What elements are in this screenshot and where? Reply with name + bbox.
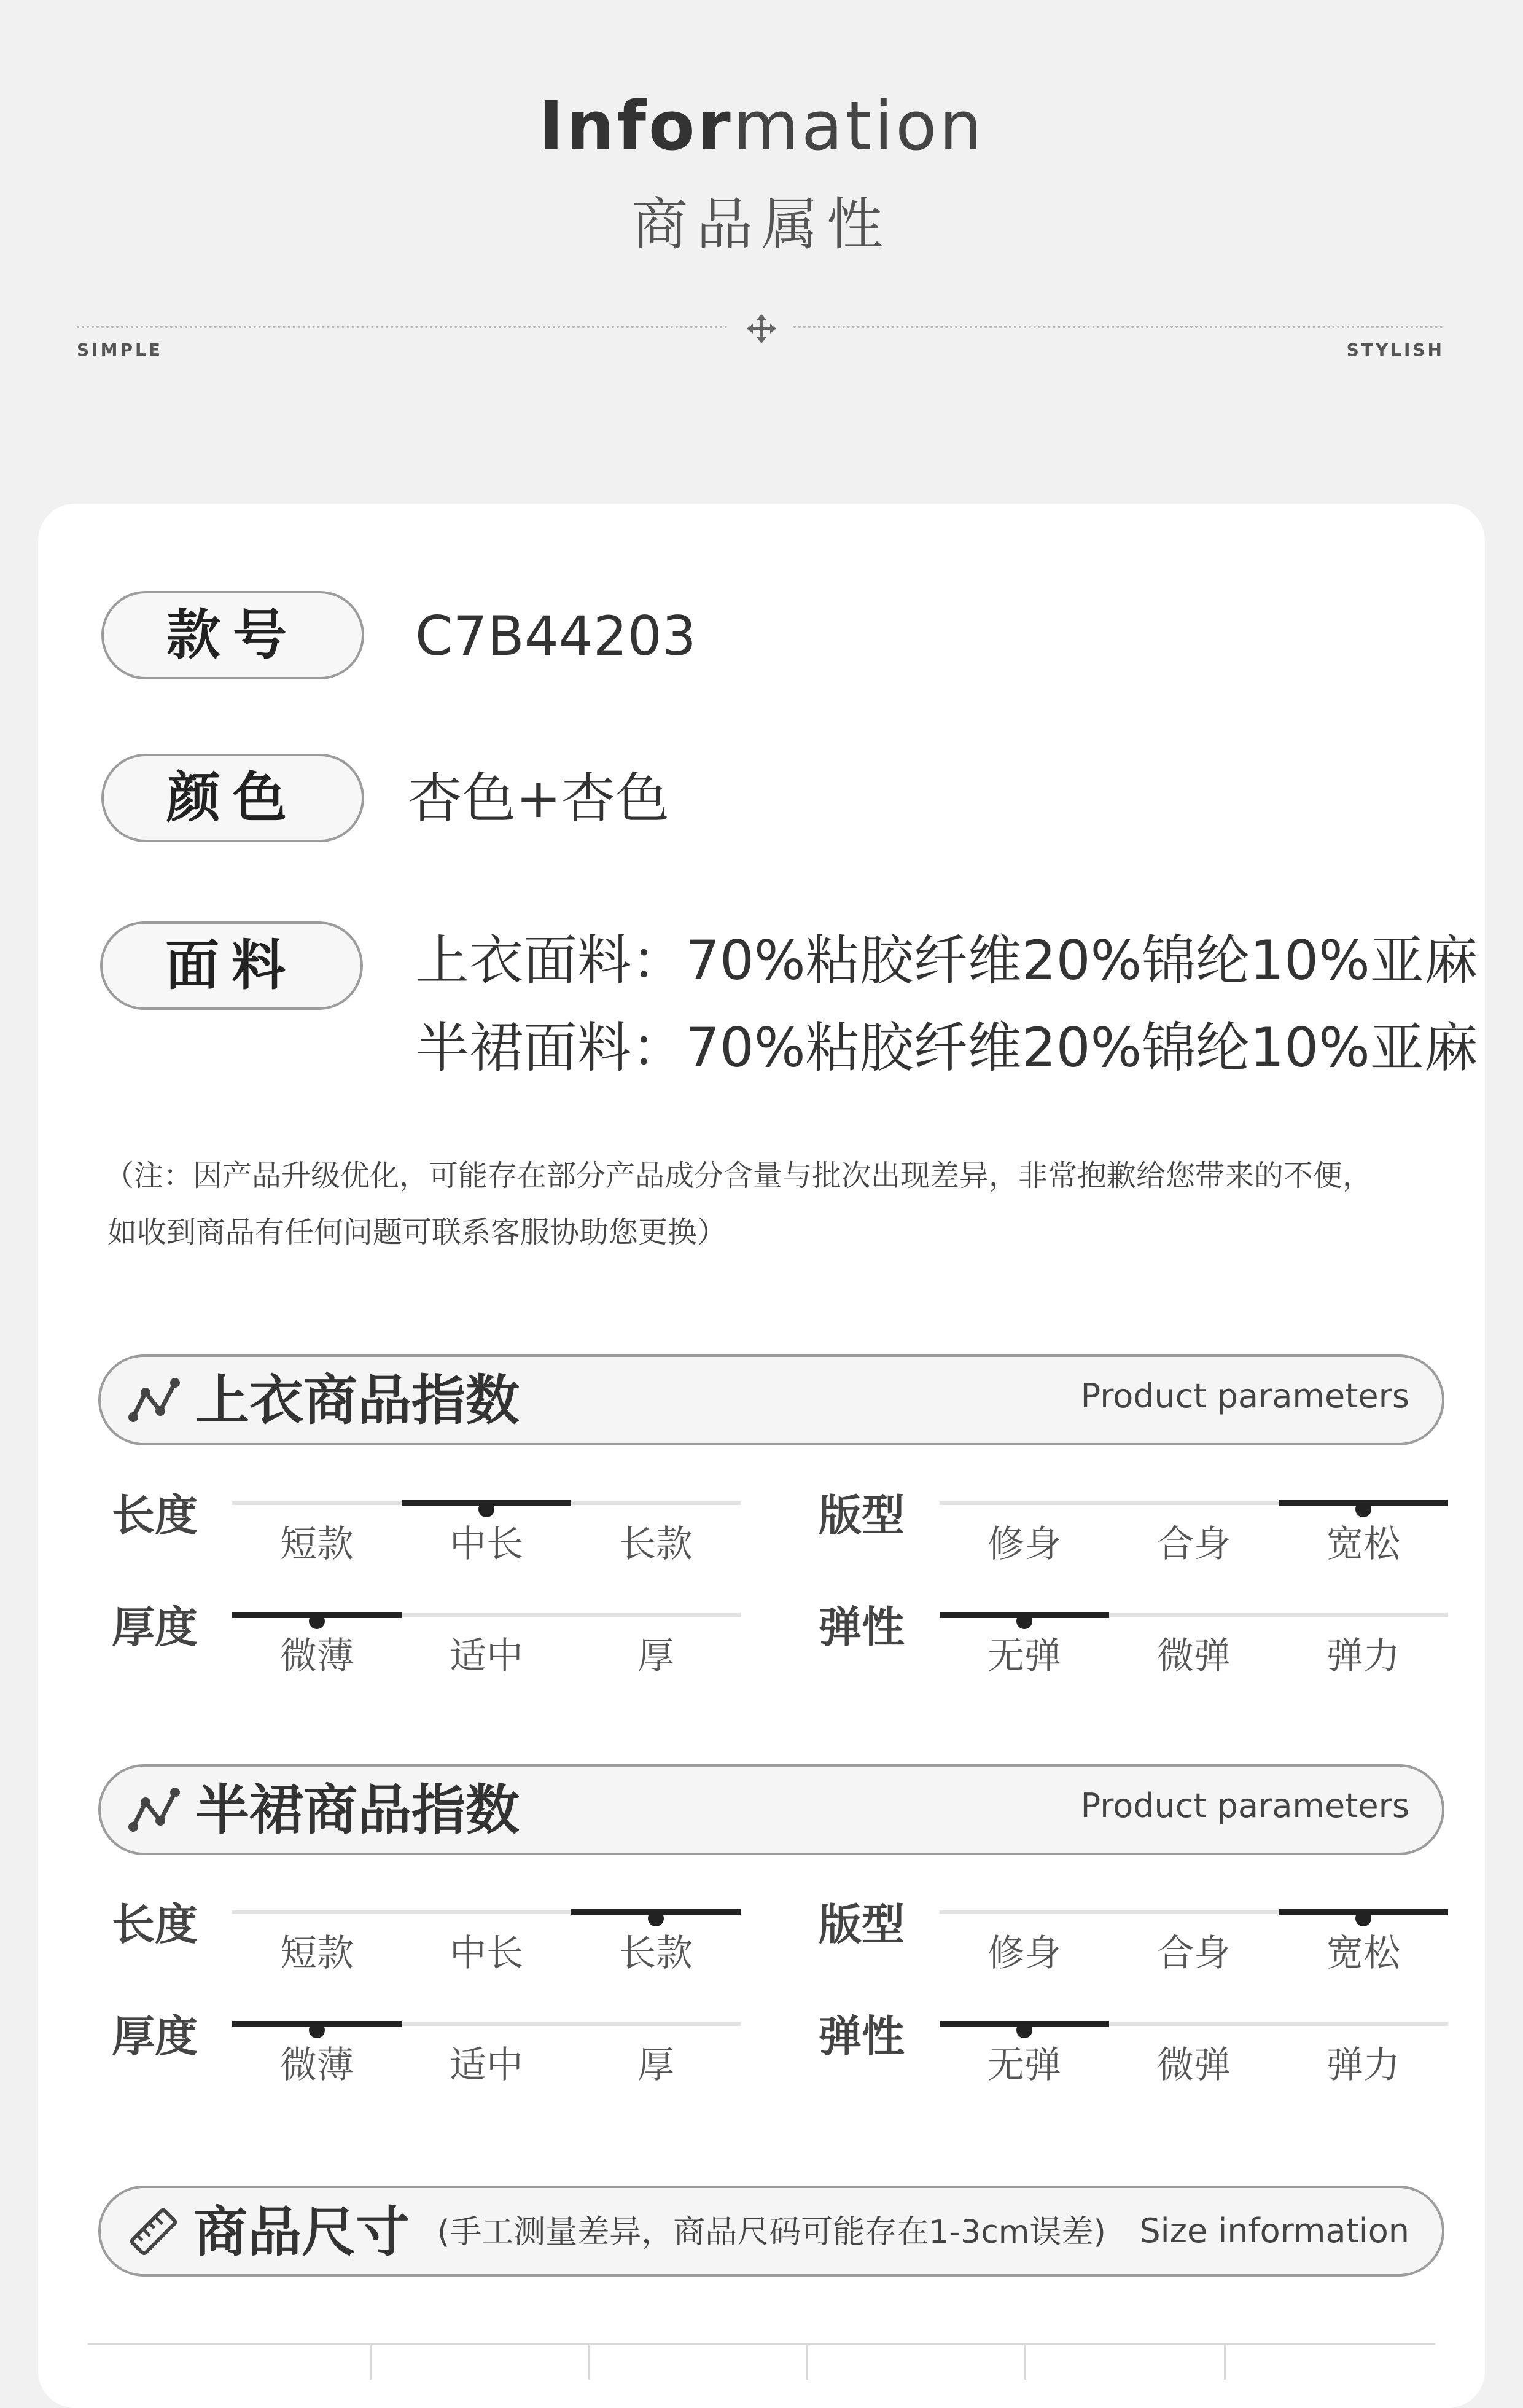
param-option: 长款 bbox=[619, 1932, 693, 1975]
param-label: 版型 bbox=[819, 1490, 905, 1541]
param-label: 弹性 bbox=[819, 2011, 905, 2062]
param-option: 厚 bbox=[637, 1635, 674, 1678]
top-fabric-value: 上衣面料：70%粘胶纤维20%锦纶10%亚麻 bbox=[415, 929, 1478, 992]
size-info-subtitle: Size information bbox=[1139, 2211, 1409, 2250]
param-selected-dot bbox=[1355, 1501, 1371, 1517]
param-option: 宽松 bbox=[1326, 1523, 1400, 1566]
ruler-icon bbox=[126, 2204, 181, 2259]
param-option: 中长 bbox=[450, 1932, 523, 1975]
param-option: 适中 bbox=[450, 2044, 523, 2087]
style-number-label: 款号 bbox=[101, 591, 364, 679]
param-selected-dot bbox=[1016, 2022, 1032, 2038]
size-table-top-border bbox=[88, 2343, 1435, 2345]
trend-icon bbox=[126, 1783, 181, 1838]
param-label: 厚度 bbox=[112, 1602, 198, 1652]
divider-left bbox=[77, 326, 728, 328]
param-option: 无弹 bbox=[987, 2044, 1061, 2087]
param-label: 版型 bbox=[819, 1899, 905, 1950]
size-table-divider bbox=[1224, 2343, 1226, 2380]
page-subtitle: 商品属性 bbox=[631, 192, 892, 257]
param-option: 弹力 bbox=[1326, 1635, 1400, 1678]
param-label: 厚度 bbox=[112, 2011, 198, 2062]
top-params-title: 上衣商品指数 bbox=[195, 1369, 520, 1432]
param-option: 厚 bbox=[637, 2044, 674, 2087]
param-option: 中长 bbox=[450, 1523, 523, 1566]
move-icon bbox=[743, 310, 780, 347]
param-option: 弹力 bbox=[1326, 2044, 1400, 2087]
note-line-1: （注：因产品升级优化，可能存在部分产品成分含量与批次出现差异，非常抱歉给您带来的不便， bbox=[104, 1159, 1373, 1193]
param-option: 合身 bbox=[1157, 1932, 1231, 1975]
param-option: 无弹 bbox=[987, 1635, 1061, 1678]
size-info-title: 商品尺寸 bbox=[193, 2200, 410, 2264]
skirt-params-subtitle: Product parameters bbox=[1080, 1786, 1409, 1825]
param-option: 短款 bbox=[280, 1932, 354, 1975]
style-number-value: C7B44203 bbox=[415, 604, 696, 668]
param-option: 长款 bbox=[619, 1523, 693, 1566]
param-selected-dot bbox=[309, 2022, 325, 2038]
param-option: 适中 bbox=[450, 1635, 523, 1678]
top-params-subtitle: Product parameters bbox=[1080, 1377, 1409, 1415]
param-option: 修身 bbox=[987, 1523, 1061, 1566]
param-selected-dot bbox=[478, 1501, 494, 1517]
fabric-label: 面料 bbox=[100, 921, 363, 1010]
size-table-divider bbox=[806, 2343, 808, 2380]
title-bold: Infor bbox=[538, 87, 733, 165]
param-selected-dot bbox=[648, 1910, 664, 1926]
param-option: 微薄 bbox=[280, 2044, 354, 2087]
param-selected-dot bbox=[1355, 1910, 1371, 1926]
param-option: 微弹 bbox=[1157, 1635, 1231, 1678]
param-label: 弹性 bbox=[819, 1602, 905, 1652]
skirt-params-title: 半裙商品指数 bbox=[195, 1778, 520, 1842]
size-table-divider bbox=[588, 2343, 590, 2380]
note-line-2: 如收到商品有任何问题可联系客服协助您更换） bbox=[107, 1215, 727, 1249]
color-value: 杏色+杏色 bbox=[408, 767, 669, 830]
stylish-tag: STYLISH bbox=[1346, 340, 1444, 360]
trend-icon bbox=[126, 1373, 181, 1428]
size-info-hint: (手工测量差异，商品尺码可能存在1-3cm误差) bbox=[437, 2214, 1106, 2251]
param-option: 微薄 bbox=[280, 1635, 354, 1678]
param-option: 宽松 bbox=[1326, 1932, 1400, 1975]
param-option: 短款 bbox=[280, 1523, 354, 1566]
param-option: 微弹 bbox=[1157, 2044, 1231, 2087]
size-table-divider bbox=[370, 2343, 372, 2380]
param-selected-dot bbox=[1016, 1613, 1032, 1629]
title-light: mation bbox=[733, 87, 985, 165]
param-selected-dot bbox=[309, 1613, 325, 1629]
param-label: 长度 bbox=[112, 1490, 198, 1541]
skirt-fabric-value: 半裙面料：70%粘胶纤维20%锦纶10%亚麻 bbox=[415, 1016, 1478, 1079]
size-table-divider bbox=[1024, 2343, 1026, 2380]
color-label: 颜色 bbox=[101, 754, 364, 842]
divider-right bbox=[793, 326, 1443, 328]
param-option: 修身 bbox=[987, 1932, 1061, 1975]
param-option: 合身 bbox=[1157, 1523, 1231, 1566]
param-label: 长度 bbox=[112, 1899, 198, 1950]
simple-tag: SIMPLE bbox=[77, 340, 163, 360]
page-title bbox=[0, 87, 1523, 165]
